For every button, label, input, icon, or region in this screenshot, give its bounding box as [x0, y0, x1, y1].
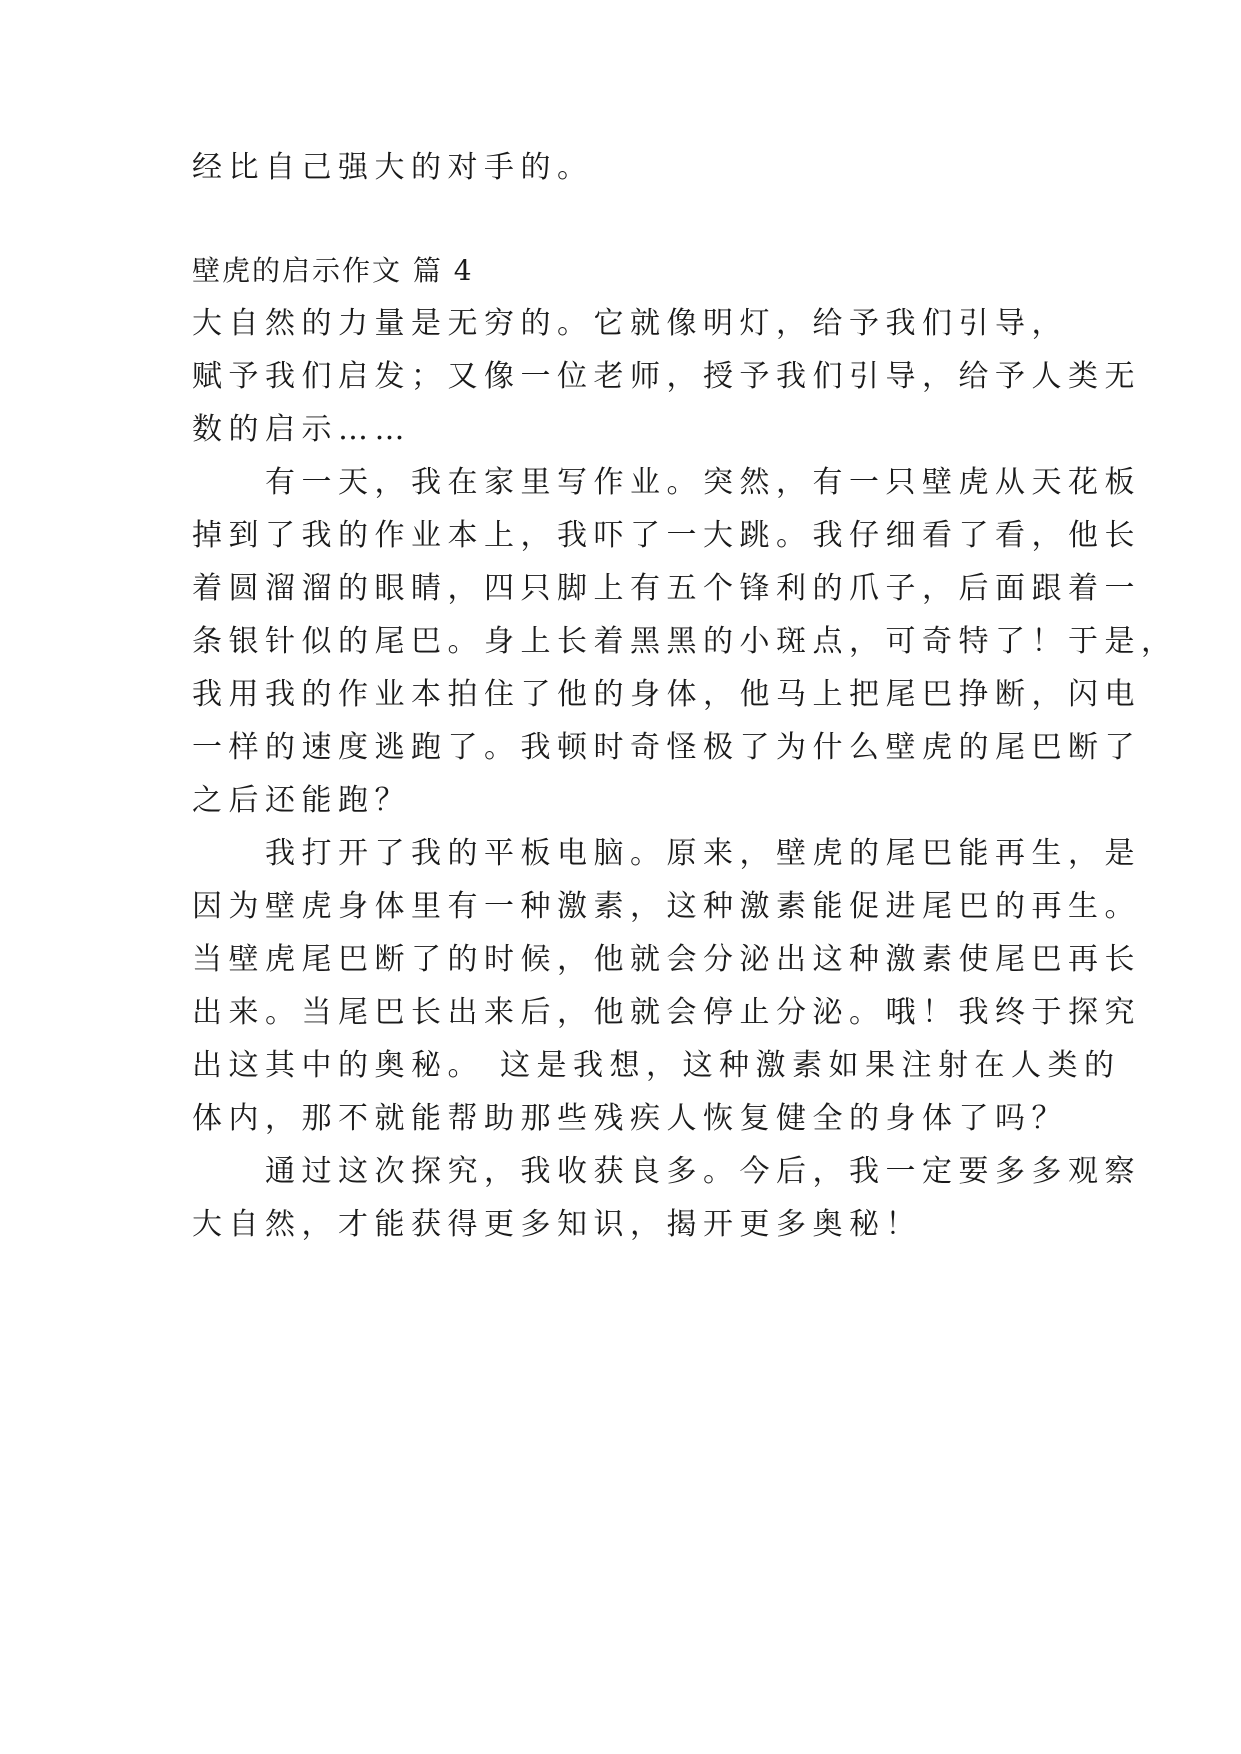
body-line: 出来。当尾巴长出来后，他就会停止分泌。哦！我终于探究	[192, 995, 1141, 1030]
body-line: 数的启示……	[192, 412, 411, 447]
body-line: 掉到了我的作业本上，我吓了一大跳。我仔细看了看，他长	[192, 518, 1141, 553]
body-line: 因为壁虎身体里有一种激素，这种激素能促进尾巴的再生。	[192, 889, 1141, 924]
body-line: 条银针似的尾巴。身上长着黑黑的小斑点，可奇特了！于是，	[192, 624, 1178, 659]
body-line: 当壁虎尾巴断了的时候，他就会分泌出这种激素使尾巴再长	[192, 942, 1141, 977]
body-line: 出这其中的奥秘。 这是我想，这种激素如果注射在人类的	[192, 1048, 1121, 1083]
body-line: 一样的速度逃跑了。我顿时奇怪极了为什么壁虎的尾巴断了	[192, 730, 1141, 765]
body-line: 我打开了我的平板电脑。原来，壁虎的尾巴能再生，是	[192, 836, 1141, 871]
body-line: 赋予我们启发；又像一位老师，授予我们引导，给予人类无	[192, 359, 1141, 394]
body-line: 通过这次探究，我收获良多。今后，我一定要多多观察	[192, 1154, 1141, 1189]
body-line: 着圆溜溜的眼睛，四只脚上有五个锋利的爪子，后面跟着一	[192, 571, 1141, 606]
body-line: 大自然，才能获得更多知识，揭开更多奥秘！	[192, 1207, 922, 1242]
carryover-line: 经比自己强大的对手的。	[192, 150, 594, 185]
body-line: 之后还能跑？	[192, 783, 411, 818]
body-line: 有一天，我在家里写作业。突然，有一只壁虎从天花板	[192, 465, 1141, 500]
section-heading: 壁虎的启示作文 篇 4	[192, 254, 474, 287]
body-line: 体内，那不就能帮助那些残疾人恢复健全的身体了吗？	[192, 1101, 1068, 1136]
body-line: 大自然的力量是无穷的。它就像明灯，给予我们引导，	[192, 306, 1068, 341]
body-line: 我用我的作业本拍住了他的身体，他马上把尾巴挣断，闪电	[192, 677, 1141, 712]
